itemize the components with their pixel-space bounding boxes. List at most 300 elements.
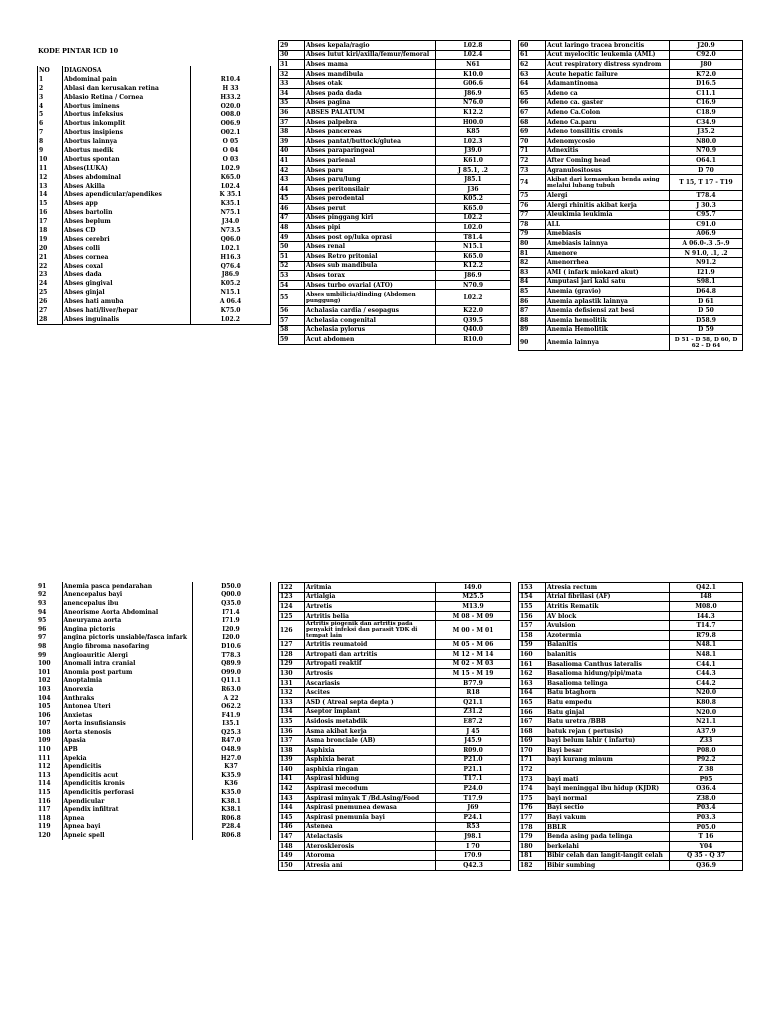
table-row — [279, 841, 511, 851]
row-number: 39 — [279, 136, 305, 146]
icd-table-5 — [278, 582, 511, 871]
icd-code: K05.2 — [436, 194, 511, 204]
row-number: 80 — [519, 239, 546, 249]
row-number: 168 — [519, 726, 546, 736]
icd-code: D 59 — [670, 325, 743, 335]
row-number: 179 — [519, 832, 546, 842]
diagnosis-name: Amputasi jari kaki satu — [546, 277, 670, 287]
diagnosis-name: Abses pantat/buttock/glutea — [305, 136, 436, 146]
icd-code: H 33 — [191, 84, 271, 93]
row-number: 58 — [279, 325, 305, 335]
icd-code: N61 — [436, 60, 511, 70]
table-row — [37, 711, 270, 720]
row-number: 37 — [279, 117, 305, 127]
diagnosis-name: ASD ( Atreal septa depta ) — [305, 697, 436, 707]
icd-code: A 06.4 — [191, 297, 271, 306]
row-number: 117 — [37, 805, 62, 814]
icd-code: L02.4 — [191, 182, 271, 191]
icd-code: D50.0 — [192, 582, 270, 591]
row-number: 132 — [279, 688, 305, 698]
table-row — [37, 831, 270, 840]
table-row — [279, 213, 511, 223]
diagnosis-name: Abses app — [63, 199, 191, 208]
diagnosis-name: Amenorrhea — [546, 258, 670, 268]
row-number: 64 — [519, 79, 546, 89]
table-row — [279, 726, 511, 736]
icd-code: C91.0 — [670, 220, 743, 230]
table-row — [279, 592, 511, 602]
diagnosis-name: Ablasi dan kerusakan retina — [63, 84, 191, 93]
table-row — [519, 287, 743, 297]
icd-code: R47.0 — [192, 737, 270, 746]
row-number: 102 — [37, 677, 62, 686]
row-number: 49 — [279, 232, 305, 242]
table-row — [37, 634, 270, 643]
icd-code: N91.2 — [670, 258, 743, 268]
row-number: 71 — [519, 146, 546, 156]
icd-code: Z38.0 — [670, 794, 743, 804]
diagnosis-name: Apnea bayi — [62, 823, 192, 832]
row-number: 161 — [519, 659, 546, 669]
table-row — [38, 315, 271, 324]
icd-code: K35.0 — [192, 788, 270, 797]
row-number: 88 — [519, 316, 546, 326]
row-number: 84 — [519, 277, 546, 287]
icd-code: K 35.1 — [191, 190, 271, 199]
table-row — [519, 175, 743, 191]
diagnosis-name: Astenea — [305, 822, 436, 832]
icd-table-4 — [37, 582, 271, 840]
icd-code: Y04 — [670, 842, 743, 852]
table-row — [519, 200, 743, 210]
table-row — [519, 842, 743, 852]
row-number: 175 — [519, 794, 546, 804]
table-row — [279, 688, 511, 698]
row-number: 171 — [519, 755, 546, 765]
diagnosis-name: Achelasia congenital — [305, 316, 436, 326]
icd-code: J 85.1, .2 — [436, 165, 511, 175]
diagnosis-name: Abses peritonsilair — [305, 184, 436, 194]
row-number: 105 — [37, 702, 62, 711]
row-number: 33 — [279, 79, 305, 89]
table-row — [519, 803, 743, 813]
row-number: 74 — [519, 175, 546, 191]
icd-code: B77.9 — [436, 678, 511, 688]
icd-code: Q36.9 — [670, 861, 743, 871]
row-number: 143 — [279, 793, 305, 803]
table-row — [519, 851, 743, 861]
diagnosis-name: Abortus medik — [63, 146, 191, 155]
diagnosis-name: Aspirasi hidung — [305, 774, 436, 784]
row-number: 145 — [279, 813, 305, 823]
diagnosis-name: Batu ginjal — [546, 707, 670, 717]
row-number: 108 — [37, 728, 62, 737]
icd-code: Q25.3 — [192, 728, 270, 737]
icd-code: R18 — [436, 688, 511, 698]
diagnosis-name: Abses hati/liver/hepar — [63, 306, 191, 315]
table-row — [38, 190, 271, 199]
table-row — [38, 288, 271, 297]
row-number: 162 — [519, 669, 546, 679]
table-row — [279, 146, 511, 156]
icd-code: N21.1 — [670, 717, 743, 727]
table-row — [519, 630, 743, 640]
table-row — [519, 583, 743, 593]
diagnosis-name: Apendicitis kronis — [62, 780, 192, 789]
icd-code: J 45 — [436, 726, 511, 736]
icd-code: A 22 — [192, 694, 270, 703]
icd-code: J 30.3 — [670, 200, 743, 210]
diagnosis-name: Bibir celah dan langit-langit celah — [546, 851, 670, 861]
table-row — [519, 726, 743, 736]
row-number: 92 — [37, 591, 62, 600]
table-row — [519, 316, 743, 326]
icd-code: N76.0 — [436, 98, 511, 108]
diagnosis-name: Balanitis — [546, 640, 670, 650]
diagnosis-name: Abortus lainnya — [63, 137, 191, 146]
diagnosis-name: Aspirasi minyak T /Bd.Asing/Food — [305, 793, 436, 803]
diagnosis-name: Avulsion — [546, 621, 670, 631]
row-number: 118 — [37, 814, 62, 823]
diagnosis-name: Adenomycosio — [546, 136, 670, 146]
row-number: 38 — [279, 127, 305, 137]
table-row — [279, 280, 511, 290]
icd-code: K38.1 — [192, 797, 270, 806]
table-row — [519, 832, 743, 842]
row-number: 47 — [279, 213, 305, 223]
diagnosis-name: Abses colli — [63, 244, 191, 253]
icd-code: Q 35 - Q 37 — [670, 851, 743, 861]
diagnosis-name: Apendicitis perforasi — [62, 788, 192, 797]
row-number: 35 — [279, 98, 305, 108]
icd-code: N48.1 — [670, 640, 743, 650]
row-number: 104 — [37, 694, 62, 703]
row-number: 150 — [279, 861, 305, 871]
table-row — [279, 290, 511, 306]
table-row — [279, 793, 511, 803]
row-number: 41 — [279, 156, 305, 166]
row-number: 82 — [519, 258, 546, 268]
icd-code: J86.9 — [191, 270, 271, 279]
row-number: 72 — [519, 156, 546, 166]
table-row — [279, 194, 511, 204]
table-row — [37, 668, 270, 677]
diagnosis-name: Bibir sumbing — [546, 861, 670, 871]
row-number: 116 — [37, 797, 62, 806]
icd-code: N70.9 — [670, 146, 743, 156]
icd-code: J36 — [436, 184, 511, 194]
table-row — [519, 746, 743, 756]
table-row — [279, 611, 511, 621]
diagnosis-name: Aterosklerosis — [305, 841, 436, 851]
row-number: 147 — [279, 832, 305, 842]
diagnosis-name: Aspirasi pnemunea dewasa — [305, 803, 436, 813]
table-row — [519, 127, 743, 137]
row-number: 62 — [519, 60, 546, 70]
table-row — [37, 745, 270, 754]
table-row — [279, 204, 511, 214]
diagnosis-name: Abses umbilicia/dinding (Abdomen punggung) — [305, 290, 436, 306]
diagnosis-name: Abses Akilla — [63, 182, 191, 191]
table-row — [279, 784, 511, 794]
icd-code: P95 — [670, 774, 743, 784]
icd-code: D58.9 — [670, 316, 743, 326]
table-row — [38, 93, 271, 102]
diagnosis-name: Angioauritic Alergi — [62, 651, 192, 660]
icd-code: O62.2 — [192, 702, 270, 711]
row-number: 137 — [279, 736, 305, 746]
icd-code: I20.0 — [192, 634, 270, 643]
icd-code: T17.1 — [436, 774, 511, 784]
row-number: 16 — [38, 208, 63, 217]
row-number: 124 — [279, 602, 305, 612]
row-number: 53 — [279, 271, 305, 281]
row-number: 68 — [519, 117, 546, 127]
diagnosis-name: Anemia defisiensi zat besi — [546, 306, 670, 316]
row-number: 173 — [519, 774, 546, 784]
row-number: 133 — [279, 697, 305, 707]
icd-code: K12.2 — [436, 261, 511, 271]
icd-code: O36.4 — [670, 784, 743, 794]
diagnosis-name: Apendix infiltrat — [62, 805, 192, 814]
row-number: 140 — [279, 765, 305, 775]
table-row — [37, 823, 270, 832]
table-row — [38, 102, 271, 111]
table-row — [519, 611, 743, 621]
row-number: 97 — [37, 634, 62, 643]
row-number: 139 — [279, 755, 305, 765]
table-row — [37, 591, 270, 600]
diagnosis-name: Aspirasi mecodum — [305, 784, 436, 794]
icd-code: K72.0 — [670, 69, 743, 79]
icd-code: Q06.0 — [191, 235, 271, 244]
row-number: 34 — [279, 88, 305, 98]
icd-code: A37.9 — [670, 726, 743, 736]
icd-code: N20.0 — [670, 707, 743, 717]
diagnosis-name: Artropati dan artritis — [305, 649, 436, 659]
icd-code: P03.4 — [670, 803, 743, 813]
diagnosis-name: bayi belum lahir ( infartu) — [546, 736, 670, 746]
diagnosis-name: Akibat dari kemasukan benda asing melalui lubang tubuh — [546, 175, 670, 191]
diagnosis-name: Abses pancereas — [305, 127, 436, 137]
table-row — [37, 582, 270, 591]
icd-code: J34.0 — [191, 217, 271, 226]
row-number: 126 — [279, 621, 305, 640]
row-number: 54 — [279, 280, 305, 290]
table-row — [279, 774, 511, 784]
icd-code: M 15 - M 19 — [436, 669, 511, 679]
diagnosis-name: Abses renal — [305, 242, 436, 252]
row-number: 110 — [37, 745, 62, 754]
table-row — [37, 814, 270, 823]
icd-code: K22.0 — [436, 306, 511, 316]
row-number: 48 — [279, 223, 305, 233]
diagnosis-name: Asphixia — [305, 745, 436, 755]
row-number: 107 — [37, 720, 62, 729]
row-number: 17 — [38, 217, 63, 226]
icd-code: O02.1 — [191, 128, 271, 137]
row-number: 106 — [37, 711, 62, 720]
diagnosis-name: Achelasia pylorus — [305, 325, 436, 335]
diagnosis-name: Abses perodental — [305, 194, 436, 204]
diagnosis-name: Aneuryama aorta — [62, 616, 192, 625]
row-number: 128 — [279, 649, 305, 659]
icd-code: P03.3 — [670, 813, 743, 823]
icd-code: A 06.0-.3 .5-.9 — [670, 239, 743, 249]
table-row — [38, 226, 271, 235]
icd-code: K05.2 — [191, 279, 271, 288]
icd-code: O99.0 — [192, 668, 270, 677]
row-number: 167 — [519, 717, 546, 727]
table-row — [519, 592, 743, 602]
table-header-row — [38, 66, 271, 75]
table-row — [38, 235, 271, 244]
row-number: 20 — [38, 244, 63, 253]
row-number: 77 — [519, 210, 546, 220]
icd-code: O 03 — [191, 155, 271, 164]
diagnosis-name: Anthraks — [62, 694, 192, 703]
table-row — [519, 108, 743, 118]
table-row — [279, 822, 511, 832]
icd-code: C44.1 — [670, 659, 743, 669]
diagnosis-name: Bayi besar — [546, 746, 670, 756]
row-number: 56 — [279, 306, 305, 316]
icd-code: Z31.2 — [436, 707, 511, 717]
icd-code: T78.3 — [192, 651, 270, 660]
icd-code: P21.1 — [436, 765, 511, 775]
row-number: 177 — [519, 813, 546, 823]
diagnosis-name: Abortus spontan — [63, 155, 191, 164]
icd-code: Q39.5 — [436, 316, 511, 326]
table-row — [279, 335, 511, 345]
diagnosis-name: Amebiasis lainnya — [546, 239, 670, 249]
table-row — [519, 621, 743, 631]
diagnosis-name: Angina pictoris — [62, 625, 192, 634]
table-row — [279, 108, 511, 118]
icd-code: M 02 - M 03 — [436, 659, 511, 669]
table-row — [279, 707, 511, 717]
icd-code: K65.0 — [191, 173, 271, 182]
icd-code: O64.1 — [670, 156, 743, 166]
icd-code: Z 38 — [670, 765, 743, 775]
diagnosis-name: Anemia Hemolitik — [546, 325, 670, 335]
icd-code: R06.8 — [192, 814, 270, 823]
diagnosis-name: Artrosis — [305, 669, 436, 679]
row-number: 24 — [38, 279, 63, 288]
table-row — [279, 184, 511, 194]
row-number: 160 — [519, 650, 546, 660]
row-number: 138 — [279, 745, 305, 755]
diagnosis-name: APB — [62, 745, 192, 754]
icd-code: K10.0 — [436, 69, 511, 79]
diagnosis-name: Aleukimia leukimia — [546, 210, 670, 220]
table-row — [519, 640, 743, 650]
diagnosis-name: Basalioma Canthus lateralis — [546, 659, 670, 669]
table-row — [519, 165, 743, 175]
diagnosis-name: Abses sub mandibula — [305, 261, 436, 271]
icd-code: H16.3 — [191, 253, 271, 262]
table-row — [38, 84, 271, 93]
table-row — [519, 239, 743, 249]
diagnosis-name: Abses torax — [305, 271, 436, 281]
table-row — [279, 316, 511, 326]
icd-code: I71.9 — [192, 616, 270, 625]
table-row — [519, 277, 743, 287]
row-number: 96 — [37, 625, 62, 634]
table-row — [279, 117, 511, 127]
table-row — [38, 270, 271, 279]
row-number: 98 — [37, 642, 62, 651]
table-row — [279, 165, 511, 175]
row-number: 158 — [519, 630, 546, 640]
diagnosis-name: Anemia aplastik lainnya — [546, 296, 670, 306]
row-number: 21 — [38, 253, 63, 262]
icd-code: T78.4 — [670, 191, 743, 201]
diagnosis-name: Abses perut — [305, 204, 436, 214]
icd-code: R06.8 — [192, 831, 270, 840]
table-row — [279, 156, 511, 166]
icd-code: K12.2 — [436, 108, 511, 118]
icd-code: P28.4 — [192, 823, 270, 832]
icd-code: C34.9 — [670, 117, 743, 127]
row-number: 100 — [37, 659, 62, 668]
diagnosis-name: bayi kurang minum — [546, 755, 670, 765]
diagnosis-name: Atoroma — [305, 851, 436, 861]
icd-code: R63.0 — [192, 685, 270, 694]
table-row — [37, 771, 270, 780]
diagnosis-name: Artritis piogenik dan artritis pada penyakit infeksi dan parasit YDK di tempat lain — [305, 621, 436, 640]
diagnosis-name: Abortus iminens — [63, 102, 191, 111]
table-row — [38, 244, 271, 253]
icd-code: K37 — [192, 762, 270, 771]
table-row — [37, 762, 270, 771]
table-row — [519, 325, 743, 335]
diagnosis-name: Abses bartolin — [63, 208, 191, 217]
icd-code: K38.1 — [192, 805, 270, 814]
diagnosis-name: Abses CD — [63, 226, 191, 235]
table-row — [279, 69, 511, 79]
diagnosis-name: bayi normal — [546, 794, 670, 804]
icd-code: P24.1 — [436, 813, 511, 823]
table-row — [279, 271, 511, 281]
table-row — [37, 625, 270, 634]
icd-code: F41.9 — [192, 711, 270, 720]
icd-code: D16.5 — [670, 79, 743, 89]
table-row — [519, 117, 743, 127]
icd-code: T 16 — [670, 832, 743, 842]
diagnosis-name: Abses beplum — [63, 217, 191, 226]
row-number: 29 — [279, 41, 305, 51]
row-number: 78 — [519, 220, 546, 230]
table-row — [37, 642, 270, 651]
row-number: 61 — [519, 50, 546, 60]
diagnosis-name: Abortus insipiens — [63, 128, 191, 137]
table-row — [279, 261, 511, 271]
diagnosis-name: Abses paru/lung — [305, 175, 436, 185]
icd-code: T81.4 — [436, 232, 511, 242]
icd-code: M25.5 — [436, 592, 511, 602]
row-number: 19 — [38, 235, 63, 244]
icd-code: M13.9 — [436, 602, 511, 612]
table-row — [37, 694, 270, 703]
icd-code: P24.0 — [436, 784, 511, 794]
diagnosis-name: Abses gingival — [63, 279, 191, 288]
row-number: 31 — [279, 60, 305, 70]
diagnosis-name: Apendicitis acut — [62, 771, 192, 780]
row-number: 115 — [37, 788, 62, 797]
row-number: 113 — [37, 771, 62, 780]
row-number: 63 — [519, 69, 546, 79]
